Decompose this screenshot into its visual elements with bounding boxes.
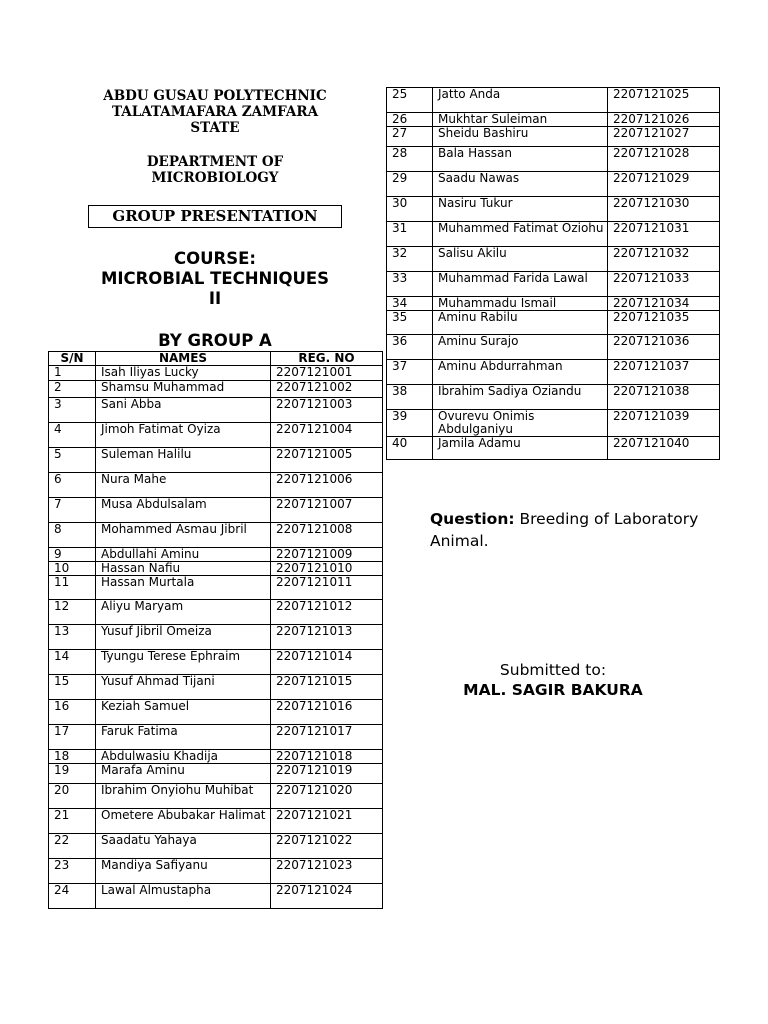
sn-cell: 26	[387, 113, 433, 127]
course-line-3: II	[208, 289, 222, 308]
table-row	[49, 784, 383, 809]
sn-cell: 34	[387, 297, 433, 311]
supervisor-name: MAL. SAGIR BAKURA	[463, 681, 643, 699]
reg-no-cell: 2207121039	[608, 410, 720, 437]
table-row	[387, 335, 720, 360]
table-row	[49, 700, 383, 725]
table-row	[387, 88, 720, 113]
sn-cell: 8	[49, 523, 96, 548]
course-title	[60, 249, 370, 309]
name-cell: Aminu Rabilu	[433, 311, 608, 335]
reg-no-cell: 2207121010	[271, 562, 383, 576]
reg-no-cell: 2207121019	[271, 764, 383, 784]
sn-cell: 16	[49, 700, 96, 725]
table-row	[387, 127, 720, 147]
table-row	[387, 172, 720, 197]
table-row	[49, 884, 383, 909]
question-block	[430, 508, 730, 552]
name-cell: Jatto Anda	[433, 88, 608, 113]
sn-cell: 36	[387, 335, 433, 360]
reg-no-cell: 2207121006	[271, 473, 383, 498]
header-sn: S/N	[49, 352, 96, 366]
reg-no-cell: 2207121016	[271, 700, 383, 725]
reg-no-cell: 2207121033	[608, 272, 720, 297]
table-row	[387, 247, 720, 272]
name-cell: Nura Mahe	[96, 473, 271, 498]
reg-no-cell: 2207121040	[608, 437, 720, 460]
table-row	[387, 272, 720, 297]
table-row	[49, 448, 383, 473]
sn-cell: 7	[49, 498, 96, 523]
reg-no-cell: 2207121021	[271, 809, 383, 834]
group-label: BY GROUP A	[158, 331, 272, 350]
reg-no-cell: 2207121013	[271, 625, 383, 650]
table-row	[49, 600, 383, 625]
name-cell: Mohammed Asmau Jibril	[96, 523, 271, 548]
table-row	[49, 523, 383, 548]
institution-line-3: STATE	[190, 120, 240, 136]
name-cell: Jimoh Fatimat Oyiza	[96, 423, 271, 448]
table-row	[49, 650, 383, 675]
header-names: NAMES	[96, 352, 271, 366]
header-reg-no: REG. NO	[271, 352, 383, 366]
name-cell: Aminu Abdurrahman	[433, 360, 608, 385]
sn-cell: 23	[49, 859, 96, 884]
table-row	[49, 834, 383, 859]
table-row	[49, 675, 383, 700]
table-row	[387, 311, 720, 335]
table-row	[387, 197, 720, 222]
name-cell: Keziah Samuel	[96, 700, 271, 725]
reg-no-cell: 2207121002	[271, 381, 383, 398]
reg-no-cell: 2207121009	[271, 548, 383, 562]
sn-cell: 32	[387, 247, 433, 272]
reg-no-cell: 2207121005	[271, 448, 383, 473]
name-cell: Musa Abdulsalam	[96, 498, 271, 523]
sn-cell: 22	[49, 834, 96, 859]
name-cell: Salisu Akilu	[433, 247, 608, 272]
name-cell: Tyungu Terese Ephraim	[96, 650, 271, 675]
reg-no-cell: 2207121020	[271, 784, 383, 809]
table-row	[49, 625, 383, 650]
institution-line-1: ABDU GUSAU POLYTECHNIC	[103, 88, 327, 104]
name-cell: Saadu Nawas	[433, 172, 608, 197]
reg-no-cell: 2207121031	[608, 222, 720, 247]
table-row	[49, 423, 383, 448]
name-cell: Shamsu Muhammad	[96, 381, 271, 398]
department-name	[60, 154, 370, 186]
department-line-2: MICROBIOLOGY	[151, 170, 279, 186]
table-row	[387, 147, 720, 172]
name-cell: Ometere Abubakar Halimat	[96, 809, 271, 834]
name-cell: Jamila Adamu	[433, 437, 608, 460]
reg-no-cell: 2207121014	[271, 650, 383, 675]
table-row	[387, 385, 720, 410]
question-text: Breeding of Laboratory Animal.	[430, 510, 699, 550]
sn-cell: 27	[387, 127, 433, 147]
sn-cell: 29	[387, 172, 433, 197]
name-cell: Bala Hassan	[433, 147, 608, 172]
reg-no-cell: 2207121015	[271, 675, 383, 700]
sn-cell: 28	[387, 147, 433, 172]
name-cell: Muhammed Fatimat Oziohu	[433, 222, 608, 247]
table-row	[49, 398, 383, 423]
table-row	[49, 381, 383, 398]
table-row	[49, 576, 383, 600]
name-cell: Sheidu Bashiru	[433, 127, 608, 147]
table-row	[49, 859, 383, 884]
name-cell: Suleman Halilu	[96, 448, 271, 473]
reg-no-cell: 2207121022	[271, 834, 383, 859]
reg-no-cell: 2207121030	[608, 197, 720, 222]
institution-line-2: TALATAMAFARA ZAMFARA	[111, 104, 319, 120]
table-row	[387, 113, 720, 127]
table-row	[49, 548, 383, 562]
table-row	[387, 410, 720, 437]
table-row	[387, 437, 720, 460]
sn-cell: 13	[49, 625, 96, 650]
reg-no-cell: 2207121011	[271, 576, 383, 600]
name-cell: Saadatu Yahaya	[96, 834, 271, 859]
table-header-row	[49, 352, 383, 366]
reg-no-cell: 2207121025	[608, 88, 720, 113]
reg-no-cell: 2207121035	[608, 311, 720, 335]
reg-no-cell: 2207121029	[608, 172, 720, 197]
student-table-right	[386, 87, 720, 460]
sn-cell: 35	[387, 311, 433, 335]
sn-cell: 12	[49, 600, 96, 625]
name-cell: Mandiya Safiyanu	[96, 859, 271, 884]
sn-cell: 1	[49, 366, 96, 381]
name-cell: Sani Abba	[96, 398, 271, 423]
table-row	[49, 809, 383, 834]
name-cell: Faruk Fatima	[96, 725, 271, 750]
reg-no-cell: 2207121036	[608, 335, 720, 360]
name-cell: Hassan Nafiu	[96, 562, 271, 576]
name-cell: Muhammadu Ismail	[433, 297, 608, 311]
reg-no-cell: 2207121023	[271, 859, 383, 884]
name-cell: Hassan Murtala	[96, 576, 271, 600]
reg-no-cell: 2207121007	[271, 498, 383, 523]
name-cell: Abdullahi Aminu	[96, 548, 271, 562]
reg-no-cell: 2207121038	[608, 385, 720, 410]
name-cell: Yusuf Ahmad Tijani	[96, 675, 271, 700]
sn-cell: 20	[49, 784, 96, 809]
name-cell: Muhammad Farida Lawal	[433, 272, 608, 297]
sn-cell: 15	[49, 675, 96, 700]
question-label: Question:	[430, 510, 515, 528]
reg-no-cell: 2207121026	[608, 113, 720, 127]
sn-cell: 31	[387, 222, 433, 247]
table-row	[49, 725, 383, 750]
reg-no-cell: 2207121037	[608, 360, 720, 385]
name-cell: Aliyu Maryam	[96, 600, 271, 625]
name-cell: Yusuf Jibril Omeiza	[96, 625, 271, 650]
reg-no-cell: 2207121008	[271, 523, 383, 548]
reg-no-cell: 2207121018	[271, 750, 383, 764]
reg-no-cell: 2207121004	[271, 423, 383, 448]
reg-no-cell: 2207121012	[271, 600, 383, 625]
submitted-to-label: Submitted to:	[499, 661, 607, 679]
sn-cell: 39	[387, 410, 433, 437]
sn-cell: 10	[49, 562, 96, 576]
table-row	[49, 366, 383, 381]
reg-no-cell: 2207121017	[271, 725, 383, 750]
sn-cell: 9	[49, 548, 96, 562]
name-cell: Nasiru Tukur	[433, 197, 608, 222]
reg-no-cell: 2207121024	[271, 884, 383, 909]
sn-cell: 18	[49, 750, 96, 764]
name-cell: Ibrahim Sadiya Oziandu	[433, 385, 608, 410]
sn-cell: 40	[387, 437, 433, 460]
submission-block	[430, 660, 676, 700]
name-cell: Marafa Aminu	[96, 764, 271, 784]
reg-no-cell: 2207121032	[608, 247, 720, 272]
table-row	[387, 360, 720, 385]
table-row	[49, 750, 383, 764]
table-row	[49, 562, 383, 576]
name-cell: Aminu Surajo	[433, 335, 608, 360]
table-row	[49, 498, 383, 523]
reg-no-cell: 2207121027	[608, 127, 720, 147]
name-cell: Isah Iliyas Lucky	[96, 366, 271, 381]
sn-cell: 17	[49, 725, 96, 750]
sn-cell: 25	[387, 88, 433, 113]
table-row	[387, 222, 720, 247]
sn-cell: 24	[49, 884, 96, 909]
sn-cell: 33	[387, 272, 433, 297]
department-line-1: DEPARTMENT OF	[146, 154, 284, 170]
name-cell: Abdulwasiu Khadija	[96, 750, 271, 764]
sn-cell: 30	[387, 197, 433, 222]
course-line-2: MICROBIAL TECHNIQUES	[100, 269, 330, 288]
sn-cell: 3	[49, 398, 96, 423]
reg-no-cell: 2207121034	[608, 297, 720, 311]
group-presentation-box: GROUP PRESENTATION	[88, 205, 342, 228]
table-row	[387, 297, 720, 311]
sn-cell: 14	[49, 650, 96, 675]
sn-cell: 2	[49, 381, 96, 398]
reg-no-cell: 2207121028	[608, 147, 720, 172]
institution-name	[60, 88, 370, 136]
reg-no-cell: 2207121001	[271, 366, 383, 381]
sn-cell: 21	[49, 809, 96, 834]
name-cell: Lawal Almustapha	[96, 884, 271, 909]
sn-cell: 6	[49, 473, 96, 498]
reg-no-cell: 2207121003	[271, 398, 383, 423]
sn-cell: 37	[387, 360, 433, 385]
sn-cell: 5	[49, 448, 96, 473]
table-row	[49, 764, 383, 784]
student-table-left	[48, 351, 383, 909]
table-row	[49, 473, 383, 498]
sn-cell: 11	[49, 576, 96, 600]
name-cell: Ovurevu Onimis Abdulganiyu	[433, 410, 608, 437]
sn-cell: 38	[387, 385, 433, 410]
sn-cell: 4	[49, 423, 96, 448]
name-cell: Ibrahim Onyiohu Muhibat	[96, 784, 271, 809]
course-line-1: COURSE:	[174, 249, 256, 268]
sn-cell: 19	[49, 764, 96, 784]
name-cell: Mukhtar Suleiman	[433, 113, 608, 127]
